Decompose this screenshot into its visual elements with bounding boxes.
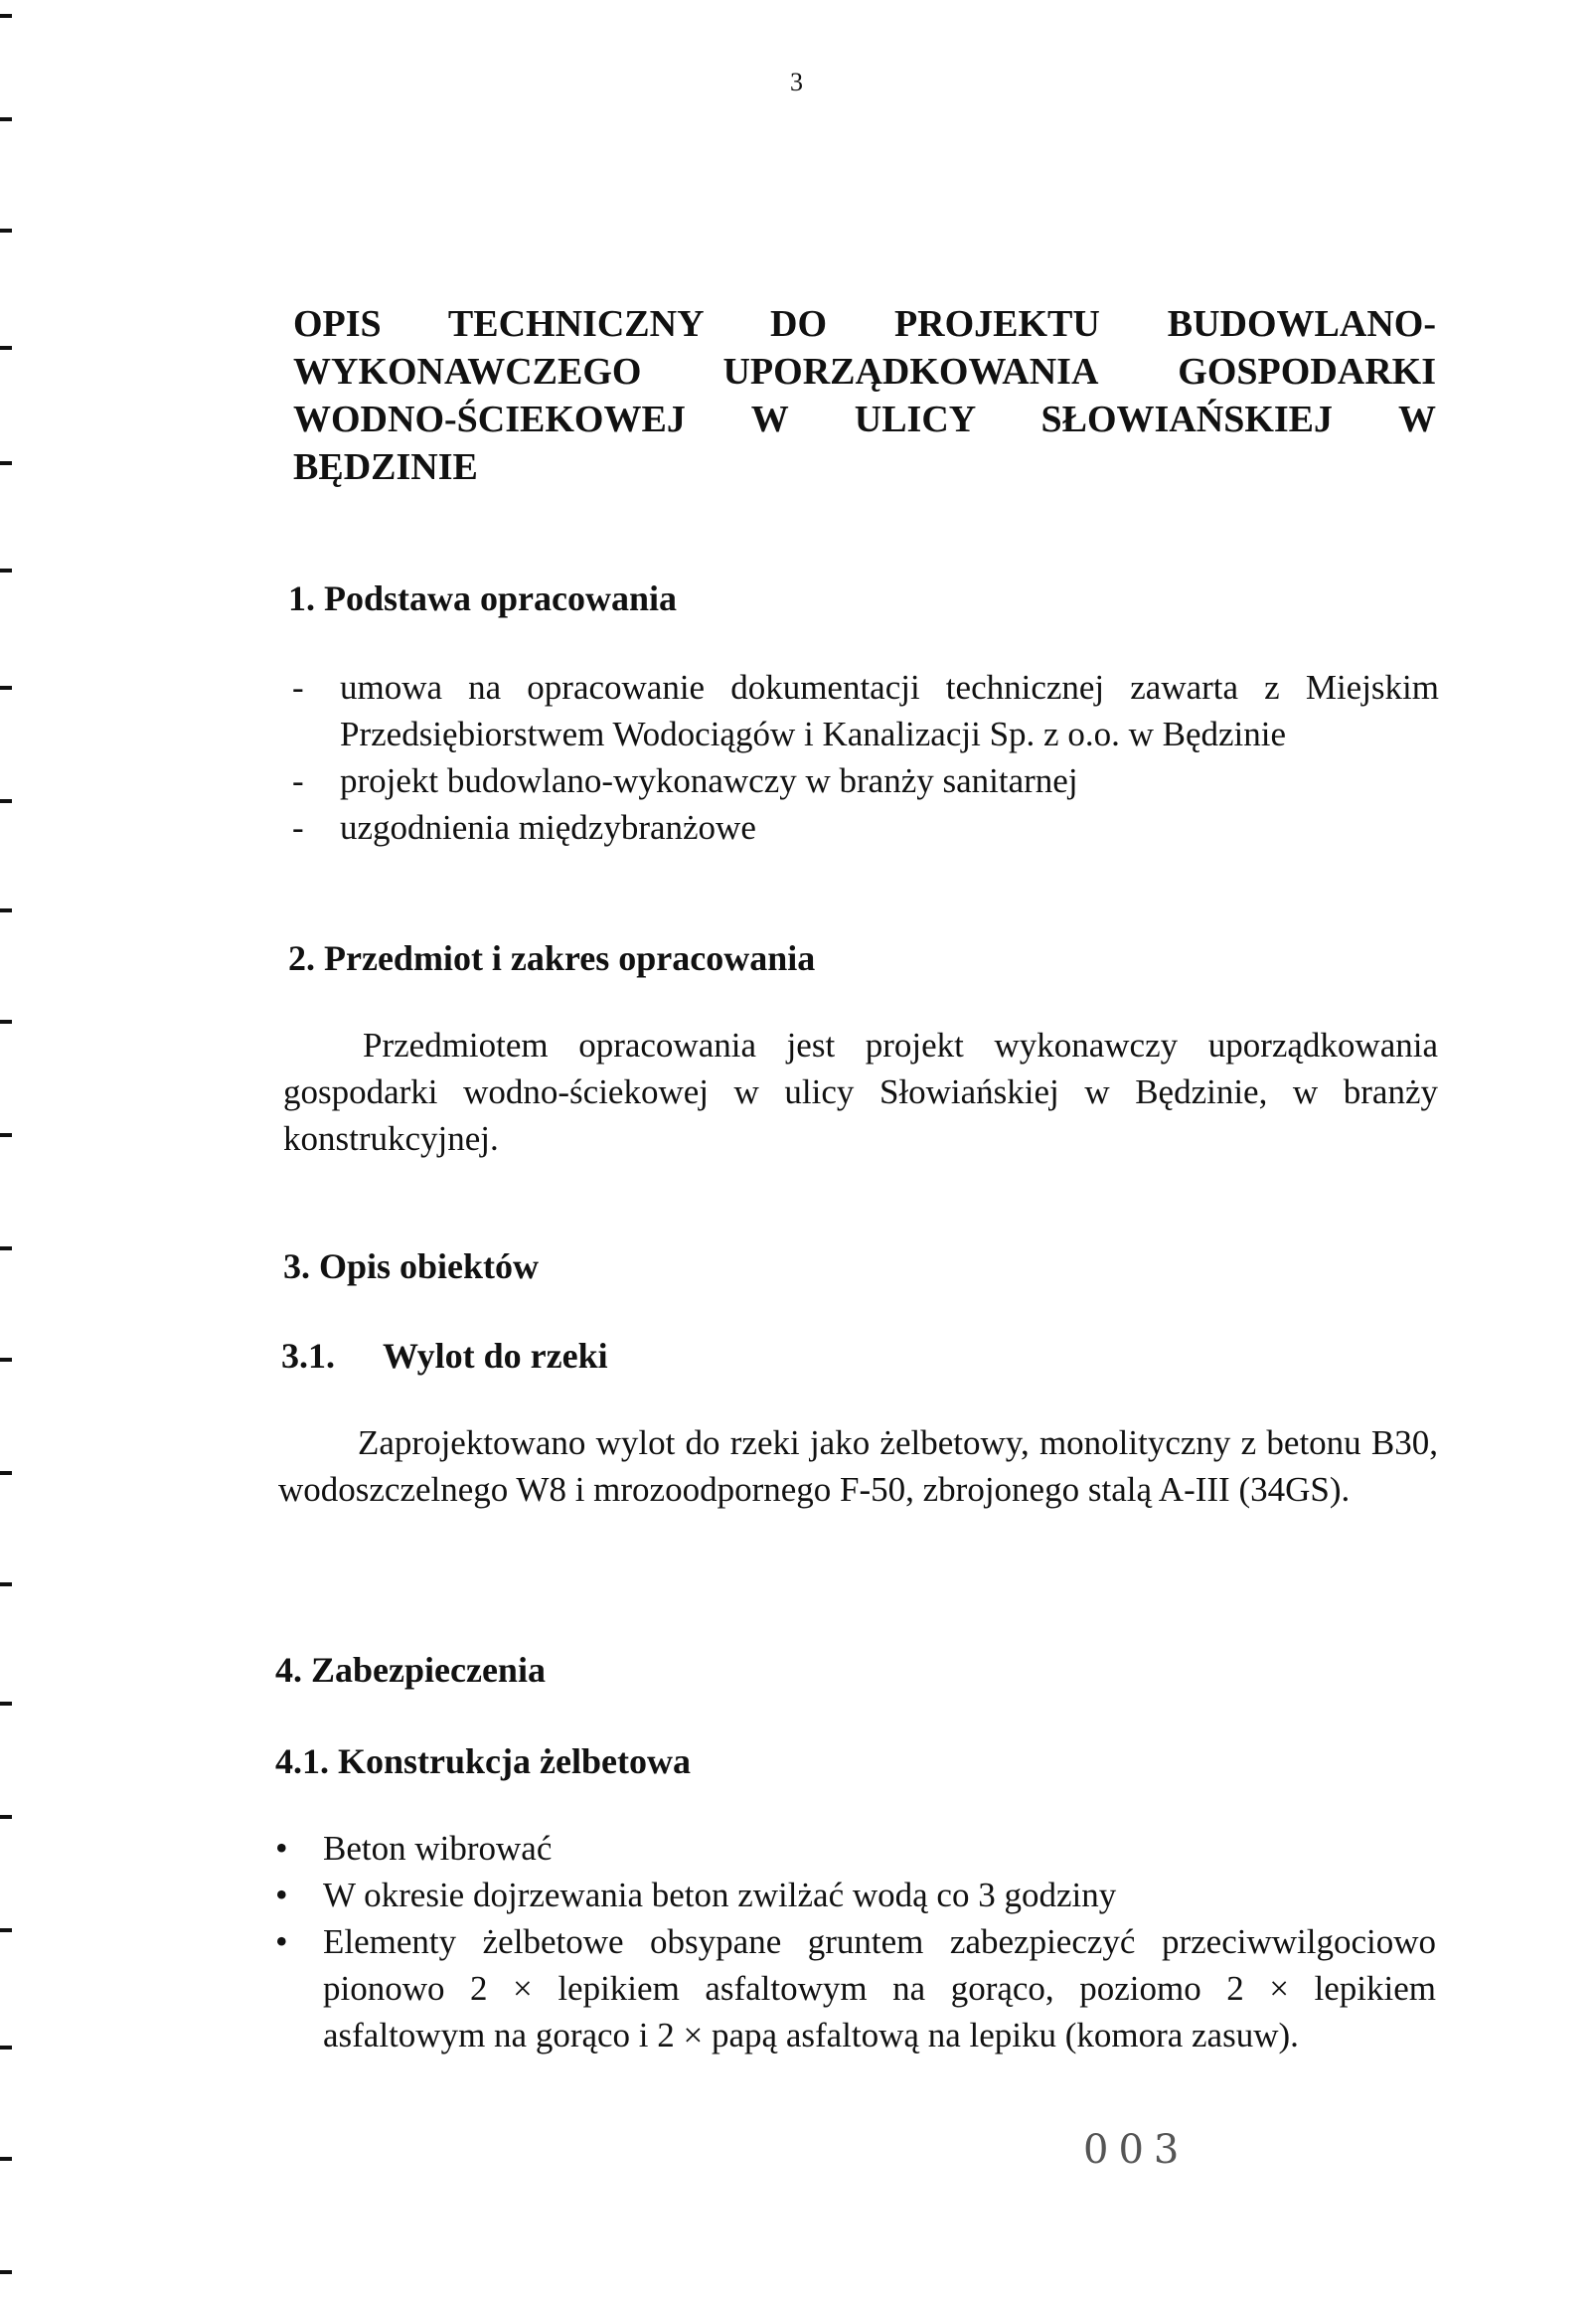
scan-mark	[0, 1246, 12, 1250]
title-line: WYKONAWCZEGO UPORZĄDKOWANIA GOSPODARKI	[293, 351, 1436, 393]
protection-list	[273, 1825, 1436, 2058]
scan-mark	[0, 1133, 12, 1137]
title-line: BĘDZINIE	[293, 446, 478, 488]
section-heading-1: 1. Podstawa opracowania	[288, 578, 678, 618]
scan-mark	[0, 461, 12, 465]
scan-mark	[0, 2270, 12, 2274]
scan-mark	[0, 1471, 12, 1475]
section-heading-2: 2. Przedmiot i zakres opracowania	[288, 938, 816, 978]
list-item: • W okresie dojrzewania beton zwilżać wodą co 3 godziny	[273, 1872, 1436, 1918]
scan-mark	[0, 2046, 12, 2050]
list-item: • Elementy żelbetowe obsypane gruntem zabezpieczyć przeciwwilgociowo pionowo 2 × lepikiem asfaltowym na gorąco, poziomo 2 × lepikiem asfaltowym na gorąco i 2 × papą asfaltową na lepiku (komora zasuw).	[273, 1918, 1436, 2058]
scan-mark	[0, 569, 12, 573]
title-line: OPIS TECHNICZNY DO PROJEKTU BUDOWLANO-	[293, 303, 1436, 345]
title-line: WODNO-ŚCIEKOWEJ W ULICY SŁOWIAŃSKIEJ W	[293, 399, 1436, 440]
basis-list	[288, 664, 1439, 851]
scan-mark	[0, 1020, 12, 1024]
list-item: • Beton wibrować	[273, 1825, 1436, 1872]
page-stamp: 003	[1083, 2127, 1190, 2173]
section-heading-3: 3. Opis obiektów	[283, 1246, 540, 1286]
scan-mark	[0, 229, 12, 233]
scan-mark	[0, 799, 12, 803]
scan-mark	[0, 14, 12, 18]
scan-mark	[0, 1358, 12, 1362]
page-number: 3	[790, 68, 803, 96]
list-item: - umowa na opracowanie dokumentacji technicznej zawarta z Miejskim Przedsiębiorstwem Wodociągów i Kanalizacji Sp. z o.o. w Będzinie	[288, 664, 1439, 757]
scan-mark	[0, 1582, 12, 1586]
scan-edge-marks	[0, 0, 20, 2298]
scan-mark	[0, 1702, 12, 1706]
subject-text: Przedmiotem opracowania jest projekt wykonawczy uporządkowania gospodarki wodno-ściekowej w ulicy Słowiańskiej w Będzinie, w branży konstrukcyjnej.	[283, 1026, 1438, 1158]
scan-mark	[0, 1928, 12, 1932]
scan-mark	[0, 1815, 12, 1819]
section-heading-4: 4. Zabezpieczenia	[275, 1650, 546, 1690]
document-title	[293, 300, 1436, 491]
subsection-heading-4-1: 4.1. Konstrukcja żelbetowa	[275, 1741, 691, 1781]
scan-mark	[0, 346, 12, 350]
subsection-heading-3-1	[281, 1334, 608, 1378]
scan-mark	[0, 2157, 12, 2161]
subject-paragraph	[283, 1022, 1438, 1162]
scan-mark	[0, 908, 12, 912]
outlet-text: Zaprojektowano wylot do rzeki jako żelbetowy, monolityczny z betonu B30, wodoszczelnego W8 i mrozoodpornego F-50, zbrojonego stalą A-III (34GS).	[278, 1423, 1438, 1509]
list-item: - uzgodnienia międzybranżowe	[288, 804, 1439, 851]
outlet-paragraph	[278, 1419, 1438, 1513]
scan-mark	[0, 117, 12, 121]
subsection-number: 3.1.	[281, 1336, 335, 1376]
scan-mark	[0, 686, 12, 690]
list-item: - projekt budowlano-wykonawczy w branży sanitarnej	[288, 757, 1439, 804]
subsection-title: Wylot do rzeki	[383, 1336, 608, 1376]
